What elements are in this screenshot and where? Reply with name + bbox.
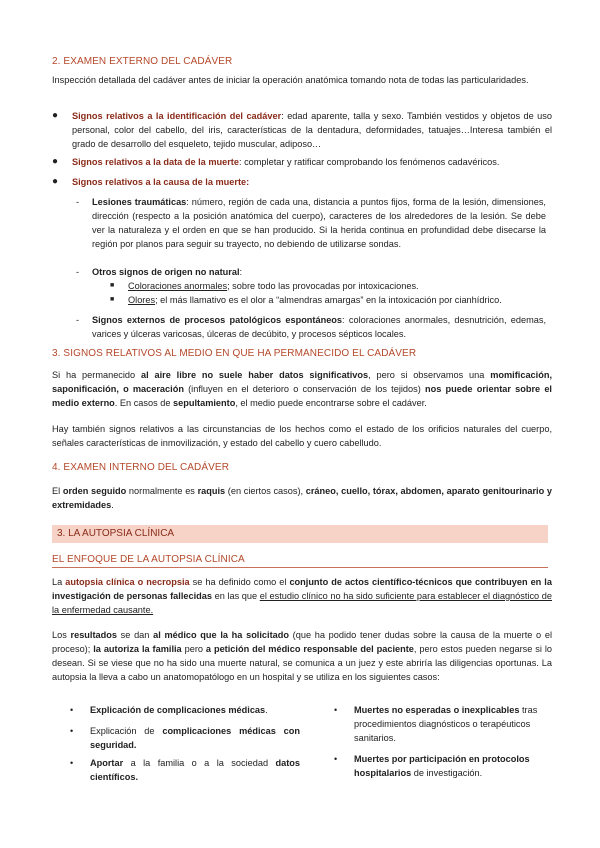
list-bullet-icon: • bbox=[334, 754, 338, 764]
intro-paragraph: Inspección detallada del cadáver antes de iniciar la operación anatómica tomando nota de todas las particularidades. bbox=[52, 75, 529, 85]
section-band-title: 3. LA AUTOPSIA CLÍNICA bbox=[57, 528, 175, 539]
heading-examen-externo: 2. EXAMEN EXTERNO DEL CADÁVER bbox=[52, 56, 233, 67]
list-bullet-icon: • bbox=[334, 705, 338, 715]
item-procesos-patologicos: Signos externos de procesos patológicos espontáneos: coloraciones anormales, desnutrición, edemas, varices y úlceras varicosas, úlceras de decúbito, y procesos sépticos locales. bbox=[92, 315, 547, 339]
heading-enfoque-autopsia: EL ENFOQUE DE LA AUTOPSIA CLÍNICA bbox=[52, 554, 245, 565]
list-item-complicaciones: Explicación de complicaciones médicas. bbox=[90, 705, 268, 715]
list-bullet-icon: • bbox=[70, 726, 74, 736]
subitem-olores: Olores; el más llamativo es el olor a “almendras amargas” en la intoxicación por cianhídrico. bbox=[128, 295, 502, 305]
square-bullet-icon: ■ bbox=[110, 282, 115, 289]
paragraph-circunstancias: Hay también signos relativos a las circunstancias de los hechos como el estado de los orificios naturales del cuerpo, señales características de inmovilización, y estado del cabello y cuero cabelludo. bbox=[52, 424, 552, 448]
bullet-icon: ● bbox=[52, 176, 59, 187]
dash-icon: - bbox=[76, 315, 80, 325]
paragraph-orden: El orden seguido normalmente es raquis (en ciertos casos), cráneo, cuello, tórax, abdomen, aparato genitourinario y extremidades. bbox=[52, 486, 552, 510]
bullet-icon: ● bbox=[52, 110, 59, 121]
dash-icon: - bbox=[76, 197, 80, 207]
list-item-seguridad: Explicación de complicaciones médicas con seguridad. bbox=[90, 726, 300, 750]
subitem-coloraciones: Coloraciones anormales; sobre todo las provocadas por intoxicaciones. bbox=[128, 281, 419, 291]
square-bullet-icon: ■ bbox=[110, 296, 115, 303]
bullet-identificacion: Signos relativos a la identificación del cadáver: edad aparente, talla y sexo. También vestidos y objetos de uso personal, color del cabello, del iris, características de la dentadura, deformidades, tatuajes…Interesa también el grado de desarrollo del esqueleto, tejido muscular, adiposo… bbox=[72, 111, 552, 149]
paragraph-medio: Si ha permanecido al aire libre no suele haber datos significativos, pero si observamos una momificación, saponificación, o maceración (influyen en el deterioro o conservación de los tejidos) nos puede orientar sobre el medio externo. En casos de sepultamiento, el medio puede encontrarse sobre el cadáver. bbox=[52, 370, 552, 408]
list-item-muertes-no-esperadas: Muertes no esperadas o inexplicables tras procedimientos diagnósticos o terapéuticos sanitarios. bbox=[354, 705, 538, 743]
bullet-causa-muerte: Signos relativos a la causa de la muerte: bbox=[72, 177, 250, 187]
dash-icon: - bbox=[76, 267, 80, 277]
list-item-protocolos: Muertes por participación en protocolos hospitalarios de investigación. bbox=[354, 754, 530, 778]
list-bullet-icon: • bbox=[70, 758, 74, 768]
list-bullet-icon: • bbox=[70, 705, 74, 715]
list-item-aportar: Aportar a la familia o a la sociedad datos científicos. bbox=[90, 758, 300, 782]
bullet-icon: ● bbox=[52, 156, 59, 167]
paragraph-definicion: La autopsia clínica o necropsia se ha definido como el conjunto de actos científico-técnicos que contribuyen en la investigación de personas fallecidas en las que el estudio clínico no ha sido suficiente para establecer el diagnóstico de la enfermedad causante. bbox=[52, 577, 552, 615]
heading-underline bbox=[52, 567, 548, 568]
item-otros-signos: Otros signos de origen no natural: bbox=[92, 267, 243, 277]
section-band bbox=[52, 525, 548, 543]
item-lesiones-traumaticas: Lesiones traumáticas: número, región de cada una, distancia a puntos fijos, forma de la lesión, dimensiones, dirección (respecto a la posición anatómica del cuerpo), caracteres de los alrededores de la lesión. Se debe ver la naturaleza y el orden en que se han producido. Si la herida continua en profundidad debe disecarse la región por planos para seguir su trayecto, no debiendo de utilizarse sondas. bbox=[92, 197, 546, 249]
heading-examen-interno: 4. EXAMEN INTERNO DEL CADÁVER bbox=[52, 462, 230, 473]
bullet-data-muerte: Signos relativos a la data de la muerte: completar y ratificar comprobando los fenómenos cadavéricos. bbox=[72, 157, 500, 167]
paragraph-resultados: Los resultados se dan al médico que la ha solicitado (que ha podido tener dudas sobre la causa de la muerte o el proceso); la autoriza la familia pero a petición del médico responsable del paciente, pero estos pueden negarse si lo desean. Si se viese que no ha sido una muerte natural, se comunica a un juez y este abriría las diligencias oportunas. La autopsia la lleva a cabo un anatomopatólogo en un hospital y se utiliza en los siguientes casos: bbox=[52, 630, 552, 682]
heading-signos-medio: 3. SIGNOS RELATIVOS AL MEDIO EN QUE HA PERMANECIDO EL CADÁVER bbox=[52, 348, 417, 359]
